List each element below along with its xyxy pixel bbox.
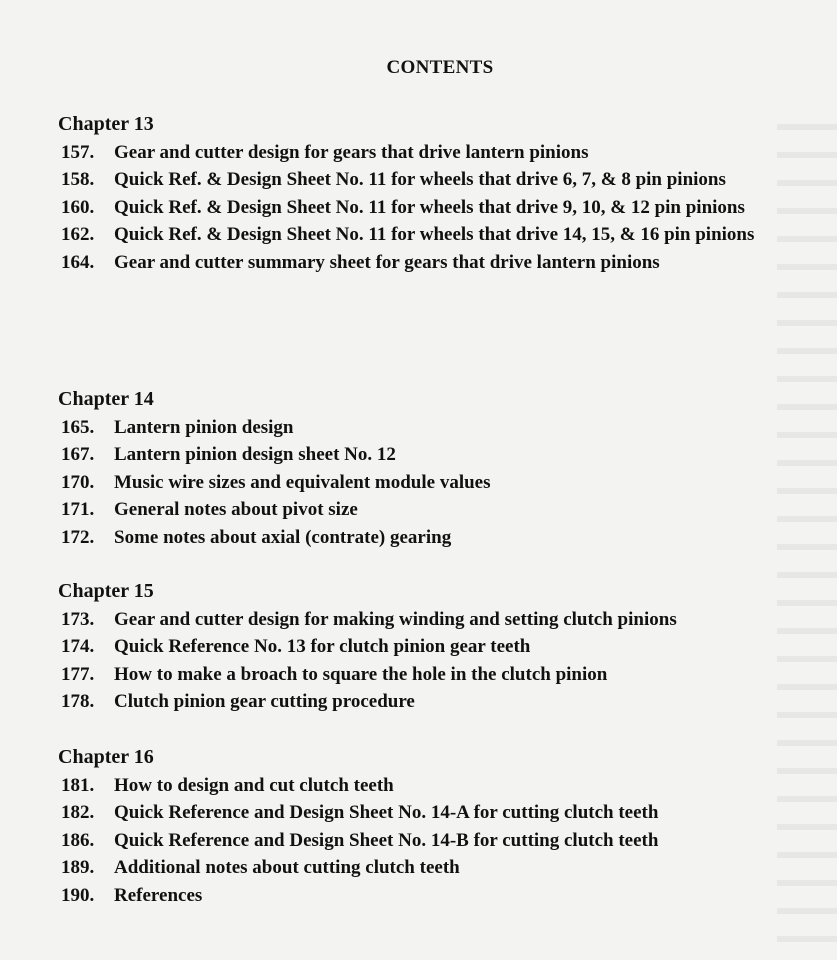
chapter-heading: Chapter 13 (58, 113, 154, 135)
toc-entry (58, 221, 818, 249)
entry-title: Lantern pinion design (114, 416, 294, 438)
chapter-section (58, 111, 818, 277)
entry-title: Quick Reference No. 13 for clutch pinion gear teeth (114, 636, 531, 658)
toc-entry (58, 496, 818, 524)
page-number: 157. (61, 141, 95, 163)
entry-title: Gear and cutter design for gears that drive lantern pinions (114, 141, 589, 163)
entry-title: Quick Ref. & Design Sheet No. 11 for wheels that drive 14, 15, & 16 pin pinions (114, 224, 755, 246)
chapter-heading: Chapter 15 (58, 580, 154, 602)
toc-entry (58, 414, 818, 442)
page-number: 186. (61, 829, 95, 851)
toc-entry (58, 661, 818, 689)
page-number: 160. (61, 196, 95, 218)
chapter-section (58, 386, 818, 552)
entry-title: Lantern pinion design sheet No. 12 (114, 444, 396, 466)
chapter-heading: Chapter 16 (58, 746, 154, 768)
entry-title: Additional notes about cutting clutch teeth (114, 857, 460, 879)
page-number: 171. (61, 499, 95, 521)
page-number: 181. (61, 774, 95, 796)
toc-entry (58, 772, 818, 800)
entry-title: References (114, 884, 203, 906)
page-number: 158. (61, 169, 95, 191)
entry-title: Some notes about axial (contrate) gearing (114, 526, 452, 548)
page-number: 178. (61, 691, 95, 713)
toc-entry (58, 854, 818, 882)
page-number: 173. (61, 608, 95, 630)
entry-title: Quick Reference and Design Sheet No. 14-A for cutting clutch teeth (114, 802, 659, 824)
entry-title: Gear and cutter summary sheet for gears that drive lantern pinions (114, 251, 660, 273)
page-number: 167. (61, 444, 95, 466)
toc-entry (58, 827, 818, 855)
entry-title: General notes about pivot size (114, 499, 358, 521)
toc-entry (58, 194, 818, 222)
entry-title: Quick Ref. & Design Sheet No. 11 for wheels that drive 6, 7, & 8 pin pinions (114, 169, 726, 191)
chapter-heading: Chapter 14 (58, 388, 154, 410)
entry-title: Quick Ref. & Design Sheet No. 11 for wheels that drive 9, 10, & 12 pin pinions (114, 196, 745, 218)
page-number: 190. (61, 884, 95, 906)
toc-entry (58, 469, 818, 497)
toc-entry (58, 633, 818, 661)
toc-entry (58, 441, 818, 469)
entry-title: Gear and cutter design for making winding and setting clutch pinions (114, 608, 677, 630)
toc-entry (58, 882, 818, 910)
entry-title: Quick Reference and Design Sheet No. 14-B for cutting clutch teeth (114, 829, 659, 851)
entry-title: Clutch pinion gear cutting procedure (114, 691, 415, 713)
page-number: 182. (61, 802, 95, 824)
page-number: 165. (61, 416, 95, 438)
toc-entry (58, 249, 818, 277)
toc-entry (58, 139, 818, 167)
page-number: 189. (61, 857, 95, 879)
page-number: 164. (61, 251, 95, 273)
toc-entry (58, 606, 818, 634)
page-number: 177. (61, 663, 95, 685)
toc-entry (58, 166, 818, 194)
page-number: 172. (61, 526, 95, 548)
page-number: 162. (61, 224, 95, 246)
page-number: 170. (61, 471, 95, 493)
page-title: CONTENTS (386, 57, 494, 78)
entry-title: How to design and cut clutch teeth (114, 774, 394, 796)
toc-entry (58, 524, 818, 552)
chapter-section (58, 578, 818, 716)
entry-title: Music wire sizes and equivalent module values (114, 471, 491, 493)
chapter-section (58, 744, 818, 910)
page-number: 174. (61, 636, 95, 658)
entry-title: How to make a broach to square the hole in the clutch pinion (114, 663, 608, 685)
toc-entry (58, 799, 818, 827)
toc-entry (58, 688, 818, 716)
